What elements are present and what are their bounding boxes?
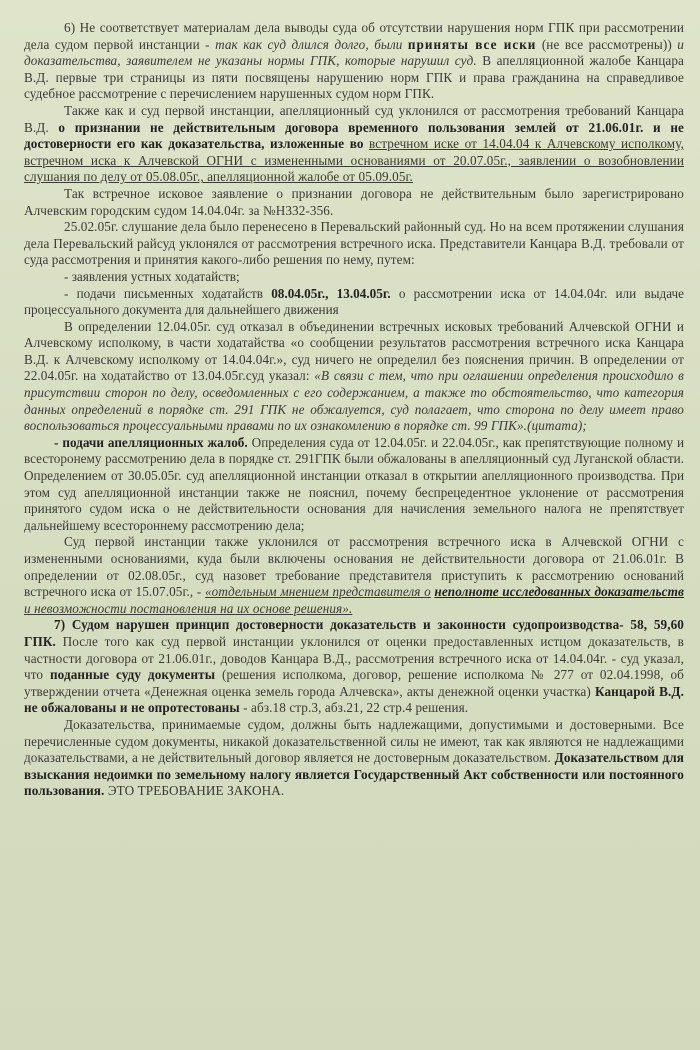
- paragraph-7: [24, 617, 684, 717]
- paragraph-evidence: [24, 717, 684, 800]
- p6-italic: так как суд длился долго, были: [215, 36, 403, 52]
- p7-paren: (решения исполкома, договор, решение исполкома № 277 от 02.04.1998, об утверждении отчета «Денежная оценка земель города Алчевска», акты денежной оценки участка): [24, 667, 684, 699]
- paragraph-appeal-court: [24, 103, 684, 186]
- p6-rest: В апелляционной жалобе Канцара В.Д. первые три страницы из пяти посвящены нарушению норм ГПК и права гражданина на справедливое судебное рассмотрение с перечислением нарушенных судом норм ГПК.: [24, 53, 684, 102]
- list-item-oral: - заявления устных ходатайств;: [64, 268, 240, 284]
- appeal-bold: о признании не действительным договора временного пользования землей от 21.06.01г. и не достоверности его как доказательства, изложенные во: [24, 119, 684, 152]
- list-item-written: [24, 286, 684, 319]
- counterclaim-bold: неполноте исследованных доказательств: [434, 584, 684, 600]
- p7-text: После того как суд первой инстанции уклонился от оценки предоставленных истцом доказательств, в частности договора от 21.06.01г., доводов Канцара В.Д., рассмотрения встречного иска от 14.04.04г. - суд указал, что: [24, 633, 684, 683]
- p6-italic-2: и доказательства, заявителем не указаны нормы ГПК, которые нарушил суд.: [24, 36, 684, 69]
- p7-ref: - абз.18 стр.3, абз.21, 22 стр.4 решения.: [243, 700, 469, 716]
- p7-heading: 7) Судом нарушен принцип достоверности доказательств и законности судопроизводства- 58, 59,60 ГПК.: [24, 617, 684, 649]
- evidence-text: Доказательства, принимаемые судом, должны быть надлежащими, допустимыми и достоверными. Все перечисленные судом документы, никакой доказательственной силы не имеют, так как являются не надлежащими доказательствами, а не действительный договор является не достоверным доказательством.: [24, 716, 684, 766]
- paragraph-definition: [24, 319, 684, 435]
- definition-quote: «В связи с тем, что при оглашении определения происходило в присутствии сторон по делу, осведомленных с его содержанием, а также то обстоятельство, что категория данных определений в порядке ст. 291 ГПК не обжалуется, суд полагает, что сторона по делу имеет право воспользоваться процессуальными правами по их ознакомлению в порядке ст. 99 ГПК».(цитата);: [24, 368, 684, 434]
- written-dates: 08.04.05г., 13.04.05г.: [271, 285, 391, 301]
- appeals-bold: - подачи апелляционных жалоб.: [54, 434, 248, 450]
- paragraph-transfer: 25.02.05г. слушание дела было перенесено в Перевальский районный суд. Но на всем протяжении слушания дела Перевальский райсуд уклонялся от рассмотрения встречного иска. Представители Канцара В.Д. требовали от суда рассмотрения и принятия какого-либо решения по нему, путем:: [24, 219, 685, 268]
- definition-text: В определении 12.04.05г. суд отказал в объединении встречных исковых требований Алчевской ОГНИ и Алчевскому исполкому, в части ходатайства «о сообщении результатов рассмотрения встречного иска Канцара В.Д. к Алчевскому исполкому от 14.04.04г.», суд ничего не определил без пояснения причин. В определении от 22.04.05г. на ходатайство от 13.04.05г.суд указал:: [24, 318, 684, 384]
- p6-bold: приняты все иски: [407, 36, 537, 52]
- paragraph-registration: Так встречное исковое заявление о признании договора не действительным было зарегистрировано Алчевским городским судом 14.04.04г. за №Н332-356.: [24, 185, 684, 218]
- evidence-law: ЭТО ТРЕБОВАНИЕ ЗАКОНА.: [107, 783, 285, 799]
- p7-bold-2: Канцарой В.Д. не обжалованы и не опротестованы: [24, 683, 684, 716]
- p6-paren: (не все рассмотрены): [541, 36, 668, 52]
- list-item-appeals: [24, 435, 684, 535]
- paragraph-6: 6) Не соответствует материалам дела выводы суда об отсутствии нарушения норм ГПК при рассмотрении дела судом первой инстанции - так как суд длился долго, были приняты все иски (не все рассмотрены)) и доказательства, заявителем не указаны нормы ГПК, которые нарушил суд. В апелляционной жалобе Канцара В.Д. первые три страницы из пяти посвящены нарушению норм ГПК и права гражданина на справедливое судебное рассмотрение с перечислением нарушенных судом норм ГПК.: [24, 20, 684, 102]
- p6-text: 6) Не соответствует материалам дела выводы суда об отсутствии нарушения норм ГПК при рассмотрении дела судом первой инстанции -: [24, 20, 684, 52]
- counterclaim-text: Суд первой инстанции также уклонился от рассмотрения встречного иска в Алчевской ОГНИ с измененными основаниями, куда были включены основания не действительности договора от 21.06.01г. В определении от 02.08.05г., суд назовет требование представителя приступить к рассмотрению оснований встречного иска от 15.07.05г., -: [24, 534, 684, 600]
- counterclaim-quote: «отдельным мнением представителя о: [204, 584, 431, 600]
- paragraph-counterclaim: [24, 534, 684, 617]
- appeal-underlined: встречном иске от 14.04.04 к Алчевскому исполкому, встречном иска к Алчевской ОГНИ с измененными основаниями от 20.07.05г., заявлении о возобновлении слушания по делу от 05.08.05г., апелляционной жалобе от 05.09.05г.: [24, 136, 684, 185]
- p7-bold: поданные суду документы: [49, 667, 216, 683]
- evidence-bold: Доказательством для взыскания недоимки по земельному налогу является Государственный Акт собственности или постоянного пользования.: [24, 750, 684, 799]
- counterclaim-quote-end: и невозможности постановления на их основе решения».: [24, 600, 353, 616]
- appeals-text: Определения суда от 12.04.05г. и 22.04.05г., как препятствующие полному и всесторонему рассмотрению дела в порядке ст. 291ГПК были обжалованы в апелляционный суд Луганской области. Определением от 30.05.05г. суд апелляционной инстанции отказал в открытии апелляционного производства. При этом суд апелляционной инстанции также не пояснил, почему беспрецедентное уклонение от рассмотрения принятого судом иска о не действительности основания для начисления земельного налога не препятствует дальнейшему всестороннему рассмотрению дела;: [24, 434, 685, 533]
- appeal-text: Также как и суд первой инстанции, апелляционный суд уклонился от рассмотрения требований Канцара В.Д.: [24, 102, 684, 135]
- written-text: - подачи письменных ходатайств: [64, 285, 263, 301]
- written-rest: о рассмотрении иска от 14.04.04г. или выдаче процессуального документа для дальнейшего движения: [24, 285, 685, 318]
